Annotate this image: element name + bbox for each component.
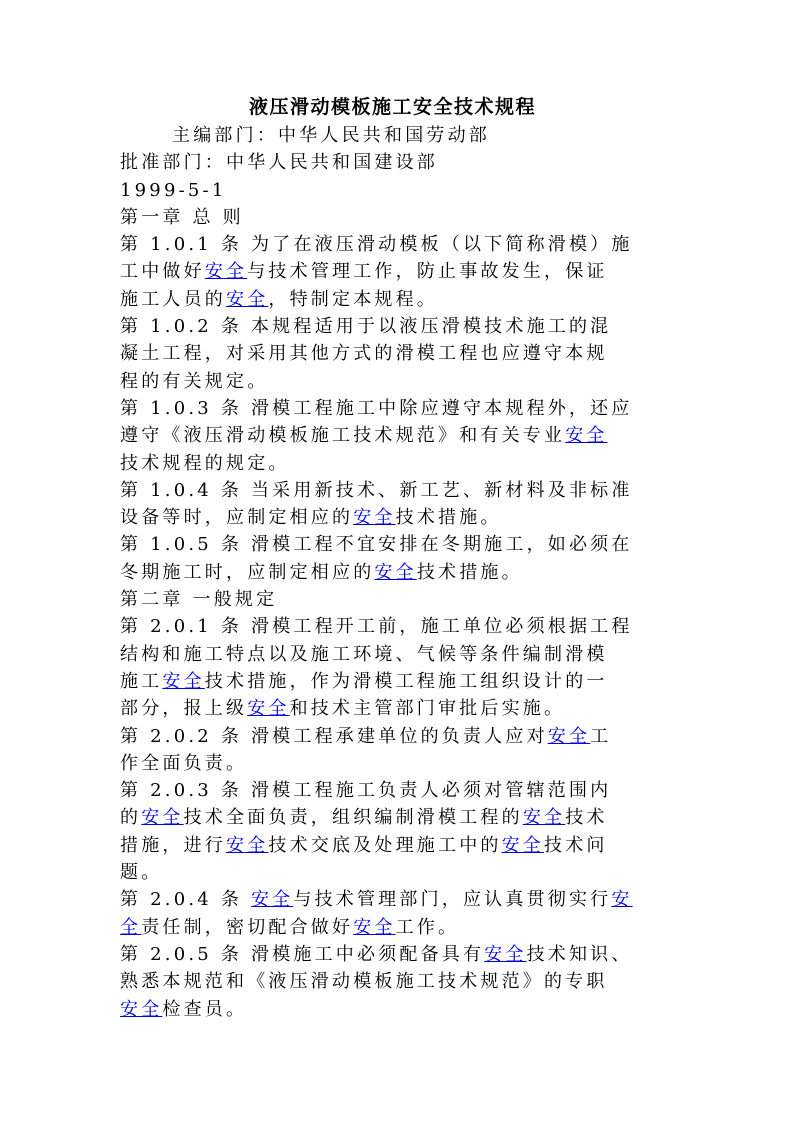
text-segment: 措施，进行 <box>120 834 226 856</box>
text-segment: 熟悉本规范和《液压滑动模板施工技术规范》的专职 <box>120 971 608 993</box>
text-segment: 第 1.0.4 条 当采用新技术、新工艺、新材料及非标准 <box>120 479 633 501</box>
text-segment: 主编部门：中华人民共和国劳动部 <box>172 125 490 146</box>
safety-link[interactable]: 安全 <box>565 425 608 447</box>
text-segment: 第 1.0.3 条 滑模工程施工中除应遵守本规程外，还应 <box>120 397 633 419</box>
text-segment: 第 2.0.1 条 滑模工程开工前，施工单位必须根据工程 <box>120 616 633 638</box>
safety-link[interactable]: 安全 <box>353 507 396 529</box>
text-segment: 工 <box>590 725 612 747</box>
text-segment: 结构和施工特点以及施工环境、气候等条件编制滑模 <box>120 643 608 665</box>
safety-link[interactable]: 安全 <box>141 807 184 829</box>
text-segment: 的 <box>120 807 142 829</box>
text-line <box>120 641 665 668</box>
text-segment: 检查员。 <box>162 998 248 1020</box>
text-line <box>120 914 665 941</box>
text-segment: 技术交底及处理施工中的 <box>268 834 502 856</box>
text-segment: 技术全面负责，组织编制滑模工程的 <box>183 807 523 829</box>
text-line <box>120 668 665 695</box>
text-segment: 冬期施工时，应制定相应的 <box>120 561 375 583</box>
text-line <box>120 395 665 422</box>
safety-link[interactable]: 安 <box>611 889 633 911</box>
safety-link[interactable]: 安全 <box>374 561 417 583</box>
safety-link[interactable]: 安全 <box>226 288 269 310</box>
text-segment: 设备等时，应制定相应的 <box>120 507 354 529</box>
text-line <box>120 422 665 449</box>
safety-link[interactable]: 安全 <box>547 725 591 747</box>
safety-link[interactable]: 安全 <box>250 889 294 911</box>
safety-link[interactable]: 全 <box>120 916 142 938</box>
text-line <box>120 531 665 558</box>
safety-link[interactable]: 安全 <box>226 834 269 856</box>
text-segment: 遵守《液压滑动模板施工技术规范》和有关专业 <box>120 425 566 447</box>
text-segment: 技术规程的规定。 <box>120 452 290 474</box>
text-line <box>120 504 665 531</box>
text-line <box>120 750 665 777</box>
text-line <box>120 996 665 1023</box>
safety-link[interactable]: 安全 <box>353 916 396 938</box>
text-segment: 技术 <box>565 807 608 829</box>
text-segment: 施工人员的 <box>120 288 226 310</box>
text-line <box>120 941 665 968</box>
document-page <box>120 92 665 1023</box>
text-segment: 程的有关规定。 <box>120 370 269 392</box>
text-segment: 和技术主管部门审批后实施。 <box>289 698 566 720</box>
text-line <box>120 286 665 313</box>
text-segment: 第 2.0.2 条 滑模工程承建单位的负责人应对 <box>120 725 548 747</box>
text-segment: 技术知识、 <box>526 943 633 965</box>
safety-link[interactable]: 安全 <box>120 998 163 1020</box>
safety-link[interactable]: 安全 <box>162 670 205 692</box>
text-line <box>120 804 665 831</box>
text-segment: 责任制，密切配合做好 <box>141 916 354 938</box>
text-line <box>120 231 665 258</box>
text-segment: 作全面负责。 <box>120 752 248 774</box>
text-line <box>120 204 665 231</box>
text-segment: 第一章 总 则 <box>120 206 244 228</box>
text-segment: ，特制定本规程。 <box>268 288 439 310</box>
document-body <box>120 122 665 1023</box>
text-segment: 第 1.0.2 条 本规程适用于以液压滑模技术施工的混 <box>120 316 612 338</box>
text-segment: 技术措施，作为滑模工程施工组织设计的一 <box>204 670 608 692</box>
text-line <box>120 613 665 640</box>
text-segment: 工作。 <box>395 916 460 938</box>
text-line <box>120 832 665 859</box>
text-line <box>120 968 665 995</box>
text-line <box>120 695 665 722</box>
text-line <box>120 477 665 504</box>
text-line <box>120 559 665 586</box>
text-segment: 与技术管理部门，应认真贯彻实行 <box>293 889 612 911</box>
text-segment: 批准部门：中华人民共和国建设部 <box>120 152 438 174</box>
text-line <box>120 340 665 367</box>
text-segment: 工中做好 <box>120 261 205 283</box>
text-segment: 第 1.0.1 条 为了在液压滑动模板（以下简称滑模）施 <box>120 234 633 256</box>
safety-link[interactable]: 安全 <box>522 807 566 829</box>
text-line <box>120 450 665 477</box>
text-line <box>120 777 665 804</box>
text-segment: 1999-5-1 <box>120 179 227 201</box>
text-line <box>120 859 665 886</box>
text-line <box>120 149 665 176</box>
text-line <box>120 122 665 149</box>
text-line <box>120 177 665 204</box>
text-segment: 凝土工程，对采用其他方式的滑模工程也应遵守本规 <box>120 343 608 365</box>
safety-link[interactable]: 安全 <box>484 943 527 965</box>
text-segment: 第 1.0.5 条 滑模工程不宜安排在冬期施工，如必须在 <box>120 534 633 556</box>
text-segment: 施工 <box>120 670 163 692</box>
text-segment: 与技术管理工作，防止事故发生，保证 <box>247 261 608 283</box>
text-line <box>120 723 665 750</box>
text-line <box>120 258 665 285</box>
text-segment: 第 2.0.5 条 滑模施工中必须配备具有 <box>120 943 485 965</box>
text-segment: 题。 <box>120 862 163 884</box>
safety-link[interactable]: 安全 <box>204 261 248 283</box>
text-line <box>120 886 665 913</box>
text-segment: 部分，报上级 <box>120 698 248 720</box>
text-segment: 第 2.0.3 条 滑模工程施工负责人必须对管辖范围内 <box>120 780 612 802</box>
text-segment: 第 2.0.4 条 <box>120 889 251 911</box>
safety-link[interactable]: 安全 <box>247 698 290 720</box>
text-line <box>120 368 665 395</box>
text-line <box>120 313 665 340</box>
text-line <box>120 586 665 613</box>
text-segment: 技术措施。 <box>395 507 502 529</box>
text-segment: 第二章 一般规定 <box>120 589 278 611</box>
text-segment: 技术措施。 <box>416 561 523 583</box>
text-segment: 技术问 <box>544 834 608 856</box>
document-title: 液压滑动模板施工安全技术规程 <box>248 96 536 118</box>
safety-link[interactable]: 安全 <box>501 834 545 856</box>
